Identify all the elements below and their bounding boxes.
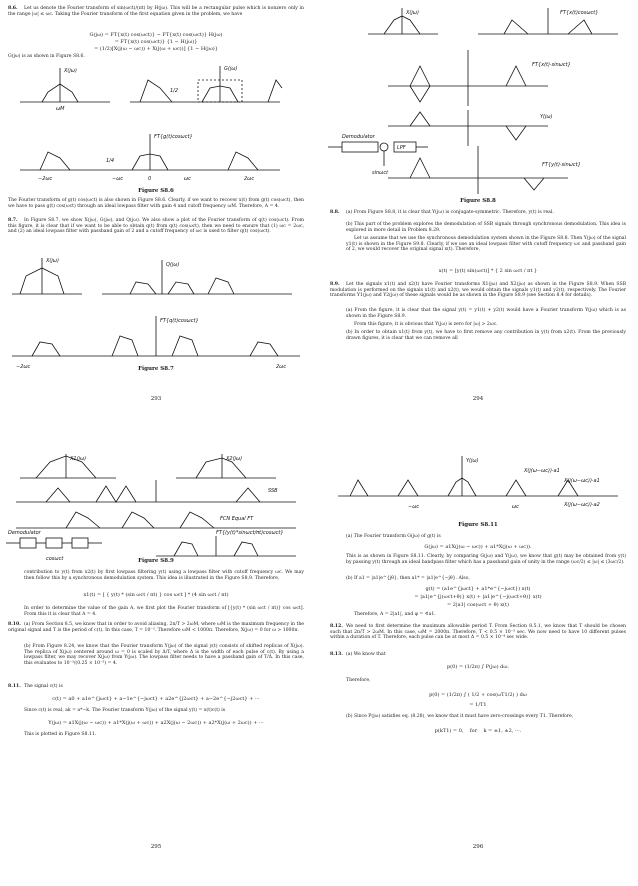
label-neg-2wc: −2ωc (38, 176, 53, 182)
label-a2: X(j(ω−ωc))·a2 (564, 502, 600, 508)
figure-s8-9-caption: Figure S8.9 (138, 558, 174, 564)
figure-s8-8 (328, 6, 628, 196)
equation-8-6-line3: = (1/2)[X(j(ω − ωc)) + X(j(ω + ωc))] {1 − H(jω)} (94, 46, 218, 52)
section-8-9-a: (a) From the figure, it is clear that the signal y(t) = y1(t) + y2(t) would have a Fourier transform Y(jω) which is as shown in the Figure S8.9. (346, 308, 626, 319)
section-8-11-b-result: Therefore, A = 2|a1|, and φ = ∢a1. (354, 612, 436, 617)
equation-8-6-line2: = FT{x(t) cos(ωct)} {1 − H(jω)} (114, 39, 198, 45)
equation-8-13-p0-cos: p(0) = (1/2π) ∫ ( 1/2 + cos(ωT1/2) ) dω (429, 692, 527, 698)
label-FT-g-cos: FT{g(t)cosωct} (154, 134, 193, 140)
label-lpf: LPF (397, 145, 406, 151)
label-G-jw: G(jω) (224, 66, 238, 72)
label-cos-wct: cosωct (46, 556, 64, 562)
label-2wc: 2ωc (244, 176, 255, 182)
label-neg-wc: −ωc (112, 176, 124, 182)
section-8-11-text3: This is plotted in Figure S8.11. (24, 732, 97, 737)
page-number-294: 294 (472, 396, 484, 402)
figure-s8-7 (12, 252, 300, 372)
equation-8-6-line1: G(jω) = FT{x(t) cos(ωct)} − FT{x(t) cos(ωct)} H(jω) (89, 32, 223, 38)
figure-s8-9 (6, 452, 306, 564)
section-8-12-text: 8.12. We need to first determine the maximum allowable period T. From Section 8.5.1, we know that T should be chosen such that 2π/T > 2ωM. In this case, ωM = 2000π. Therefore, T < 0.5 × 10⁻³ sec. We now need to have 10 different pulses within a duration of T. Therefore, each pulse can be at most Δ = 0.5 × 10⁻⁴ sec wide. (330, 624, 626, 641)
equation-8-13-p0: p(0) = (1/2π) ∫ P(jω) dω. (446, 664, 510, 670)
page-293 (6, 6, 306, 436)
section-8-9-cont2: In order to determine the value of the gain A, we first plot the Fourier transform of [{y(t) * (sin ωct / πt)} cos ωct]. From this it is clear that A = 4. (24, 606, 304, 617)
figure-s8-8-caption: Figure S8.8 (460, 198, 496, 204)
section-8-13-b: (b) Since P(jω) satisfies eq. (8.28), we know that it must have zero-crossings every T1. Therefore, (346, 714, 574, 719)
label-2wc-87: 2ωc (276, 364, 287, 370)
section-8-6-intro: 8.6. Let us denote the Fourier transform of sin(ωct)/(πt) by H(jω). This will be a rectangular pulse which is nonzero only in the range |ω| ≤ ωc. Taking the Fourier transform of the first equation given in the problem, we have (8, 6, 304, 17)
equation-8-11-c: c(t) = a0 + a1e^{jωct} + a−1e^{−jωct} + a2e^{j2ωct} + a−2e^{−j2ωct} + ··· (52, 696, 260, 702)
label-X1-jw: X1(jω) (70, 456, 87, 462)
equation-8-11-b2: = |a1|e^{j(ωct+θ)} x(t) + |a1|e^{−j(ωct+θ)} x(t) (414, 594, 542, 600)
label-FT-x-cos-88: FT{x(t)cosωct} (560, 10, 599, 16)
label-FT-q-cos: FT{q(t)cosωct} (160, 318, 199, 324)
section-8-11-b: (b) If a1 = |a1|e^{jθ}, then a1* = |a1|e^{−jθ}. Also, (346, 576, 470, 581)
label-demodulator-89: Demodulator (8, 530, 41, 536)
label-demodulator: Demodulator (342, 134, 375, 140)
label-a0: X(j(ω−ωc))·a1 (524, 468, 560, 474)
section-8-11-a: (a) The Fourier transform G(jω) of g(t) is (346, 534, 441, 539)
label-neg-2wc-87: −2ωc (16, 364, 31, 370)
page-296 (328, 452, 628, 882)
section-8-9-cont: contribution to y(t) from x2(t) by first lowpass filtering y(t) using a lowpass filter with cutoff frequency ωc. We may then follow this by a synchronous demodulation system. This idea is illustrated in the Figure S8.9. Therefore, (24, 570, 304, 581)
section-8-8-a: 8.8. (a) From Figure S8.8, it is clear that Y(jω) is conjugate-symmetric. Therefore, y(t) is real. (330, 210, 554, 215)
equation-8-9: x1(t) = [ { y(t) * (sin ωct / πt) } cos ωct ] * (4 sin ωct / πt) (83, 592, 229, 598)
section-8-13-therefore: Therefore, (346, 678, 371, 683)
section-8-9-a2: From this figure, it is obvious that Y(jω) is zero for |ω| > 2ωc. (354, 322, 498, 327)
equation-8-11-b3: = 2|a1| cos(ωct + θ) x(t) (447, 602, 509, 608)
equation-8-13-result: = 1/T1 (469, 702, 487, 708)
page-number-296: 296 (472, 844, 484, 850)
label-X2-jw: X2(jω) (226, 456, 243, 462)
label-wc-811: ωc (512, 504, 519, 510)
label-ssb: SSB (268, 488, 278, 494)
label-FT-y-sin: FT{y(t)·sinωct} (542, 162, 581, 168)
equation-8-11-y: Y(jω) = a1X(j(ω − ωc)) + a1*X(j(ω + ωc)) + a2X(j(ω − 2ωc)) + a2*X(j(ω + 2ωc)) + ··· (48, 720, 264, 726)
equation-8-11-g: G(jω) = a1X(j(ω − ωc)) + a1*X(j(ω + ωc)). (424, 544, 532, 550)
figure-s8-6 (20, 62, 290, 188)
section-8-6-after: The Fourier transform of g(t) cos(ωct) is also shown in Figure S8.6. Clearly, if we want to recover x(t) from g(t) cos(ωct), then we have to pass g(t) cos(ωct) through an ideal lowpass filter with gain 4 and cutoff frequency ωM. Therefore, A = 4. (8, 198, 304, 209)
label-Y-jw-88: Y(jω) (540, 114, 553, 120)
label-FT-89: FT{(y(t)*sinωct/πt)cosωct} (216, 530, 284, 536)
label-FT-x-sin: FT{x(t)·sinωct} (532, 62, 571, 68)
section-8-11-text: 8.11. The signal c(t) is (8, 684, 63, 689)
figure-s8-6-caption: Figure S8.6 (138, 188, 174, 194)
label-zero: 0 (148, 176, 152, 182)
figure-s8-7-caption: Figure S8.7 (138, 366, 174, 372)
section-8-7-text: 8.7. In Figure S8.7, we show X(jω), G(jω), and Q(jω). We also show a plot of the Fourier transform of q(t) cos(ωct). From this figure, it is clear that if we want to be able to obtain q(t) from q(t) cos(ωct), then we need to ensure that (1) ωc = 2ωc, and (2) an ideal lowpass filter with passband gain of 2 and a cutoff frequency of ωc is used to filter q(t) cos(ωct). (8, 218, 304, 235)
equation-8-11-b1: g(t) = (a1e^{jωct} + a1*e^{−jωct}) x(t) (425, 586, 531, 592)
label-wm: ωM (56, 106, 65, 112)
label-Y-jw-811: Y(jω) (466, 458, 479, 464)
label-half: 1/2 (170, 88, 179, 94)
section-8-13-a: 8.13. (a) We know that (330, 652, 386, 657)
equation-8-8: x(t) = [y(t) sin(ωct)] * { 2 sin ωct / πt } (438, 268, 538, 274)
page-number-295: 295 (150, 844, 162, 850)
section-8-8-b: (b) This part of the problem explores the demodulation of SSB signals through synchronous demodulation. This idea is explored in more detail in Problem 8.29. (346, 222, 626, 233)
label-fcn-equal-ft: FCN Equal FT (220, 516, 254, 522)
label-a1: X(j(ω−ωc))·a1 (564, 478, 600, 484)
section-8-9-text: 8.9. Let the signals x1(t) and x2(t) have Fourier transforms X1(jω) and X2(jω) as shown in the Figure S8.9. When SSB modulation is performed on the signals x1(t) and x2(t), we would obtain the signals y1(t) and y2(t), respectively. The Fourier transforms Y1(jω) and Y2(jω) of these signals would be as shown in the Figure S8.9 (see Section 8.4 for details). (330, 282, 626, 299)
label-neg-wc-811: −ωc (408, 504, 420, 510)
label-wc: ωc (184, 176, 191, 182)
section-8-10-b: (b) From Figure 8.24, we know that the Fourier transform Y(jω) of the signal y(t) consists of shifted replicas of X(jω). The replica of X(jω) centered around ω = 0 is scaled by Δ/T, where Δ is the width of each pulse of c(t). By using a lowpass filter, we may recover X(jω) from Y(jω). The lowpass filter needs to have a passband gain of T/Δ. In this case, this evaluates to 10⁻³/(0.25 × 10⁻³) = 4. (24, 644, 304, 666)
figure-s8-11 (328, 452, 628, 522)
equation-8-13-zeros: p(kT1) = 0, for k = ±1, ±2, ···. (434, 728, 522, 734)
page-295 (6, 452, 306, 882)
label-X-jw-88: X(jω) (406, 10, 419, 16)
label-sin-wct: sinωct (372, 170, 389, 176)
section-8-11-a-text: This is as shown in Figure S8.11. Clearly, by comparing G(jω) and Y(jω), we know that g(t) may be obtained from y(t) by passing y(t) through an ideal bandpass filter which has a passband gain of unity in the range (ωc/2) ≤ |ω| ≤ (3ωc/2). (346, 554, 626, 565)
label-X-jw: X(jω) (64, 68, 77, 74)
figure-s8-11-caption: Figure S8.11 (458, 522, 498, 528)
section-8-10-a: 8.10. (a) From Section 8.5, we know that in order to avoid aliasing, 2π/T > 2ωM, where ωM is the maximum frequency in the original signal and T is the period of c(t). In this case, T = 10⁻³. Therefore ωM < 1000π. Therefore, X(jω) = 0 for ω > 1000π. (8, 622, 304, 633)
section-8-9-b: (b) In order to obtain x1(t) from y(t), we have to first remove any contribution in y(t) from x2(t). From the previously drawn figures, it is clear that we can remove all (346, 330, 626, 341)
section-8-6-shown: G(jω) is as shown in Figure S8.6. (8, 54, 85, 59)
page-294 (328, 6, 628, 436)
label-Q-jw: Q(jω) (166, 262, 180, 268)
label-quarter: 1/4 (106, 158, 115, 164)
section-8-8-b2: Let us assume that we use the synchronous demodulation system shown in the Figure S8.8. Then Y(jω) of the signal y1(t) is shown in the Figure S9.8. Clearly, if we use an ideal lowpass filter with cutoff frequency ωc and passband gain of 2, we would recover the original signal x(t). Therefore, (346, 236, 626, 253)
section-8-11-text2: Since c(t) is real, ak = a*−k. The Fourier transform Y(jω) of the signal y(t) = x(t)c(t) is (24, 708, 226, 713)
label-X-jw-87: X(jω) (46, 258, 59, 264)
page-number-293: 293 (150, 396, 162, 402)
